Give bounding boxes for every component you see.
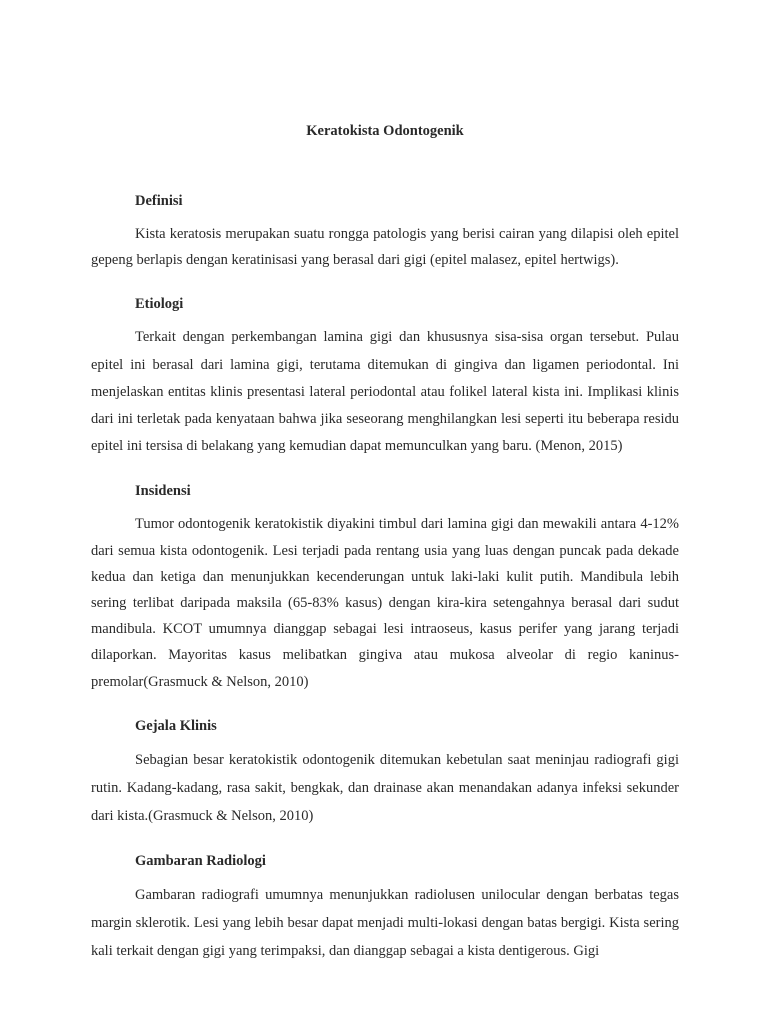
section-gambaran-radiologi	[91, 851, 679, 965]
section-definisi	[91, 191, 679, 273]
section-heading: Insidensi	[135, 483, 191, 500]
section-insidensi	[91, 481, 679, 694]
section-paragraph: Kista keratosis merupakan suatu rongga patologis yang berisi cairan yang dilapisi oleh epitel gepeng berlapis dengan keratinisasi yang berasal dari gigi (epitel malasez, epitel hertwigs).	[91, 226, 679, 269]
section-heading: Gejala Klinis	[135, 717, 217, 734]
section-heading: Etiologi	[135, 296, 184, 313]
document-title: Keratokista Odontogenik	[306, 123, 464, 139]
section-paragraph: Terkait dengan perkembangan lamina gigi dan khususnya sisa-sisa organ tersebut. Pulau epitel ini berasal dari lamina gigi, terutama ditemukan di gingiva dan ligamen periodontal. Ini menjelaskan entitas klinis presentasi lateral periodontal atau folikel lateral kista ini. Implikasi klinis dari ini terletak pada kenyataan bahwa jika seseorang menghilangkan lesi seperti itu beberapa residu epitel ini tersisa di belakang yang kemudian dapat memunculkan yang baru. (Menon, 2015)	[91, 329, 679, 455]
section-paragraph: Sebagian besar keratokistik odontogenik ditemukan kebetulan saat meninjau radiografi gigi rutin. Kadang-kadang, rasa sakit, bengkak, dan drainase akan menandakan adanya infeksi sekunder dari kista.(Grasmuck & Nelson, 2010)	[91, 751, 679, 824]
section-heading: Gambaran Radiologi	[135, 852, 266, 869]
section-heading: Definisi	[135, 193, 183, 209]
section-paragraph: Gambaran radiografi umumnya menunjukkan radiolusen unilocular dengan berbatas tegas margin sklerotik. Lesi yang lebih besar dapat menjadi multi-lokasi dengan batas bergigi. Kista sering kali terkait dengan gigi yang terimpaksi, dan dianggap sebagai a kista dentigerous. Gigi	[91, 886, 679, 959]
section-etiologi	[91, 294, 679, 460]
section-paragraph: Tumor odontogenik keratokistik diyakini timbul dari lamina gigi dan mewakili antara 4-12% dari semua kista odontogenik. Lesi terjadi pada rentang usia yang luas dengan puncak pada dekade kedua dan ketiga dan menunjukkan kecenderungan untuk laki-laki kulit putih. Mandibula lebih sering terlibat daripada maksila (65-83% kasus) dengan kira-kira setengahnya berasal dari sudut mandibula. KCOT umumnya dianggap sebagai lesi intraoseus, kasus perifer yang jarang terjadi dilaporkan. Mayoritas kasus melibatkan gingiva atau mukosa alveolar di regio kaninus-premolar(Grasmuck & Nelson, 2010)	[91, 516, 679, 690]
section-gejala-klinis	[91, 716, 679, 830]
